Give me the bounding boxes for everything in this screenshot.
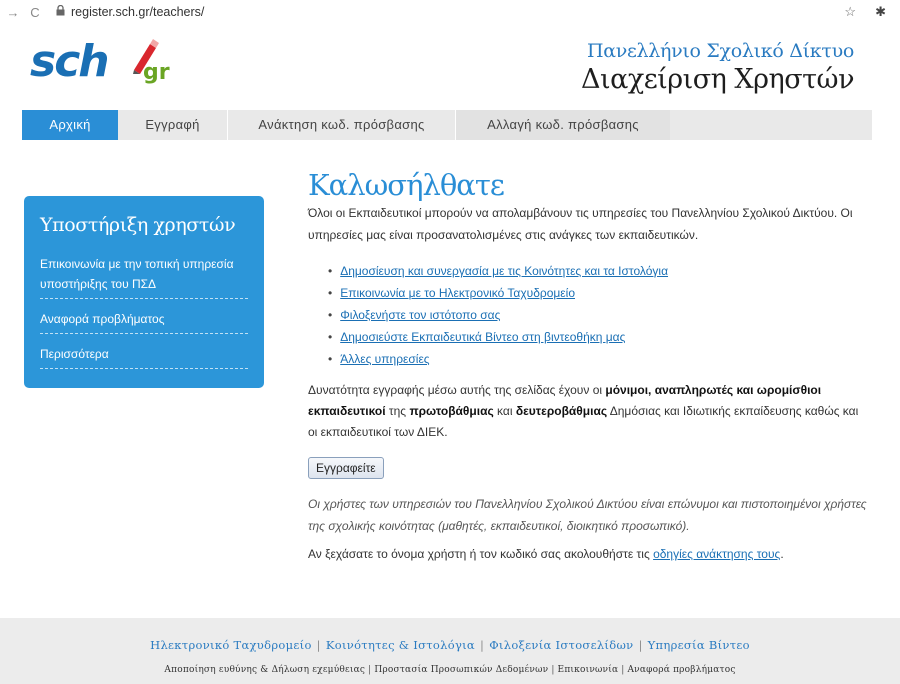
main-nav bbox=[22, 110, 872, 140]
users-note: Οι χρήστες των υπηρεσιών του Πανελληνίου Σχολικού Δικτύου είναι επώνυμοι και πιστοποιημένοι χρήστες της σχολικής κοινότητας (μαθητές, εκπαιδευτικοί, διοικητικό προσωπικό). bbox=[308, 497, 867, 533]
reg-text-part: Δυνατότητα εγγραφής μέσω αυτής της σελίδας έχουν οι bbox=[308, 383, 606, 397]
browser-toolbar bbox=[0, 0, 900, 24]
tab-home[interactable]: Αρχική bbox=[22, 110, 118, 140]
recovery-instructions-link[interactable]: οδηγίες ανάκτησης τους bbox=[653, 547, 781, 561]
logo-domain-text: gr bbox=[143, 60, 170, 85]
site-header bbox=[0, 24, 900, 110]
separator: | bbox=[551, 665, 555, 675]
list-item bbox=[328, 260, 868, 282]
tab-password-change[interactable]: Αλλαγή κωδ. πρόσβασης bbox=[456, 110, 670, 140]
forgot-credentials-text bbox=[308, 543, 868, 565]
reg-text-part: Δημόσιας και Ιδιωτικής εκπαίδευσης καθώς και οι εκπαιδευτικοί των ΔΙΕΚ. bbox=[308, 404, 859, 439]
footer-link-privacy[interactable]: Προστασία Προσωπικών Δεδομένων bbox=[374, 665, 549, 675]
reg-bold-secondary: δευτεροβάθμιας bbox=[515, 404, 608, 418]
forward-arrow-icon[interactable]: → bbox=[6, 4, 20, 20]
tab-register[interactable]: Εγγραφή bbox=[118, 110, 228, 140]
logo-main-text: sch bbox=[30, 36, 108, 87]
lock-icon[interactable] bbox=[56, 5, 65, 19]
separator: | bbox=[480, 638, 485, 652]
extensions-puzzle-icon[interactable]: ✱ bbox=[875, 4, 886, 19]
reg-bold-teachers: μόνιμοι, αναπληρωτές και ωρομίσθιοι εκπαιδευτικοί bbox=[308, 383, 822, 418]
intro-text: Όλοι οι Εκπαιδευτικοί μπορούν να απολαμβάνουν τις υπηρεσίες του Πανελληνίου Σχολικού Δικτύου. Οι υπηρεσίες μας είναι προσανατολισμένες στις ανάγκες των εκπαιδευτικών. bbox=[308, 206, 853, 242]
sidebar-title: Υποστήριξη χρηστών bbox=[40, 214, 236, 236]
reload-icon[interactable]: C bbox=[30, 4, 40, 20]
sidebar-item-local-support[interactable]: Επικοινωνία με την τοπική υπηρεσία υποστήριξης του ΠΣΔ bbox=[40, 254, 248, 299]
footer-link-video[interactable]: Υπηρεσία Βίντεο bbox=[647, 638, 750, 652]
page-title: Καλωσήλθατε bbox=[308, 168, 504, 202]
footer-link-disclaimer[interactable]: Αποποίηση ευθύνης & Δήλωση εχεμύθειας bbox=[164, 665, 366, 675]
footer-link-email[interactable]: Ηλεκτρονικό Ταχυδρομείο bbox=[150, 638, 312, 652]
services-list bbox=[328, 260, 868, 370]
list-item bbox=[328, 348, 868, 370]
separator: | bbox=[368, 665, 372, 675]
registration-eligibility-text bbox=[308, 380, 868, 443]
tab-password-recovery[interactable]: Ανάκτηση κωδ. πρόσβασης bbox=[228, 110, 456, 140]
service-link-communities[interactable]: Δημοσίευση και συνεργασία με τις Κοινότητες και τα Ιστολόγια bbox=[340, 264, 669, 278]
reg-text-part: της bbox=[385, 404, 410, 418]
footer-secondary-links bbox=[0, 665, 900, 675]
list-item bbox=[328, 304, 868, 326]
forgot-text: Αν ξεχάσατε το όνομα χρήστη ή τον κωδικό σας ακολουθήστε τις bbox=[308, 547, 654, 561]
footer-link-communities[interactable]: Κοινότητες & Ιστολόγια bbox=[325, 638, 475, 652]
service-link-other[interactable]: Άλλες υπηρεσίες bbox=[340, 352, 430, 366]
separator: | bbox=[621, 665, 625, 675]
sidebar-item-report-problem[interactable]: Αναφορά προβλήματος bbox=[40, 309, 248, 334]
footer-link-report[interactable]: Αναφορά προβλήματος bbox=[627, 665, 736, 675]
register-button[interactable]: Εγγραφείτε bbox=[308, 457, 384, 479]
sch-logo[interactable] bbox=[30, 36, 190, 96]
reg-text-part: και bbox=[493, 404, 516, 418]
sidebar-item-more[interactable]: Περισσότερα bbox=[40, 344, 248, 369]
forgot-end: . bbox=[780, 547, 784, 561]
footer-primary-links bbox=[0, 638, 900, 652]
site-title-block bbox=[581, 40, 854, 95]
list-item bbox=[328, 326, 868, 348]
service-link-hosting[interactable]: Φιλοξενήστε τον ιστότοπο σας bbox=[340, 308, 501, 322]
address-bar[interactable]: register.sch.gr/teachers/ bbox=[71, 5, 205, 19]
service-link-video[interactable]: Δημοσιεύστε Εκπαιδευτικά Βίντεο στη βιντεοθήκη μας bbox=[340, 330, 626, 344]
footer-link-hosting[interactable]: Φιλοξενία Ιστοσελίδων bbox=[489, 638, 634, 652]
main-content bbox=[308, 168, 868, 565]
page-heading: Διαχείριση Χρηστών bbox=[581, 64, 854, 95]
site-name: Πανελλήνιο Σχολικό Δίκτυο bbox=[586, 40, 854, 62]
reg-bold-primary: πρωτοβάθμιας bbox=[409, 404, 494, 418]
separator: | bbox=[316, 638, 321, 652]
list-item bbox=[328, 282, 868, 304]
site-footer bbox=[0, 618, 900, 684]
bookmark-star-icon[interactable]: ☆ bbox=[844, 4, 856, 19]
service-link-email[interactable]: Επικοινωνία με το Ηλεκτρονικό Ταχυδρομείο bbox=[340, 286, 575, 300]
support-sidebar bbox=[24, 196, 264, 388]
footer-link-contact[interactable]: Επικοινωνία bbox=[557, 665, 619, 675]
separator: | bbox=[638, 638, 643, 652]
